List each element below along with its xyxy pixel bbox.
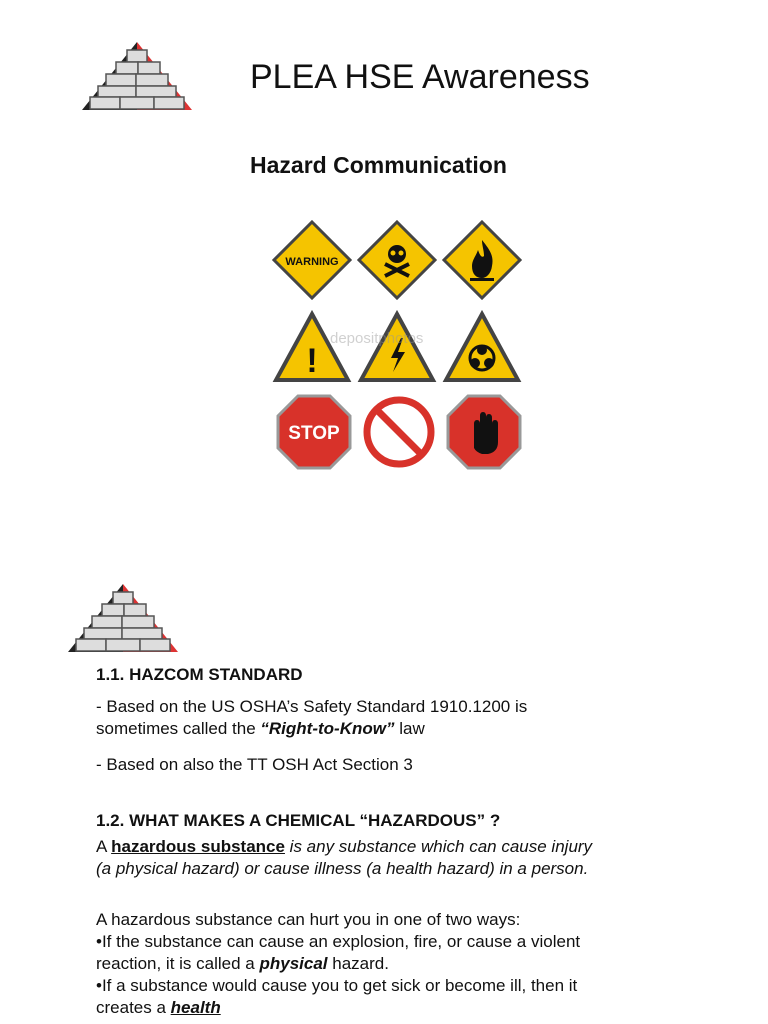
exclamation-label: ! — [306, 342, 318, 380]
osha-line-2: sometimes called the — [96, 719, 261, 738]
warning-sign-icon — [272, 220, 352, 300]
section-heading-hazcom: 1.1. HAZCOM STANDARD — [96, 665, 303, 684]
bullet-physical-line-1: •If the substance can cause an explosion, fire, or cause a violent — [96, 932, 581, 951]
pyramid-logo-icon — [66, 582, 180, 654]
exclamation-triangle-sign-icon — [272, 308, 352, 388]
health-term: health — [170, 998, 221, 1017]
prohibited-sign-icon — [359, 392, 439, 472]
hazardous-substance-term: hazardous substance — [111, 837, 285, 856]
stop-label: STOP — [288, 423, 340, 444]
pyramid-logo-icon — [80, 40, 194, 112]
def-a: A — [96, 837, 112, 856]
paragraph-definition — [96, 836, 696, 880]
law-text: law — [394, 719, 425, 738]
slide-title-text: PLEA HSE Awareness — [250, 58, 590, 96]
section-heading-hazardous: 1.2. WHAT MAKES A CHEMICAL “HAZARDOUS” ? — [96, 811, 501, 830]
definition-part-1: is any substance which can cause injury — [284, 837, 593, 856]
hand-stop-sign-icon — [444, 392, 524, 472]
definition-part-2: (a physical hazard) or cause illness (a health hazard) in a person. — [96, 859, 589, 878]
right-to-know-term: “Right-to-Know” — [260, 719, 395, 738]
watermark-text: depositphotos — [330, 330, 424, 347]
osha-line-1: - Based on the US OSHA’s Safety Standard 1910.1200 is — [96, 697, 528, 716]
paragraph-osha-standard — [96, 696, 696, 740]
physical-term: physical — [259, 954, 328, 973]
electric-triangle-sign-icon — [357, 308, 437, 388]
hazard-word: hazard. — [327, 954, 389, 973]
bullet-health-line-2: creates a — [96, 998, 171, 1017]
bullet-health-line-1: •If a substance would cause you to get sick or become ill, then it — [96, 976, 578, 995]
stop-sign-icon — [274, 392, 354, 472]
slide-hazcom — [0, 560, 768, 1024]
biohazard-triangle-sign-icon — [442, 308, 522, 388]
warning-sign-label: WARNING — [285, 256, 339, 268]
bullet-physical-line-2: reaction, it is called a — [96, 954, 260, 973]
flammable-sign-icon — [442, 220, 522, 300]
toxic-skull-sign-icon — [357, 220, 437, 300]
paragraph-tt-osh: - Based on also the TT OSH Act Section 3 — [96, 755, 413, 774]
slide-subtitle: Hazard Communication — [250, 152, 507, 178]
paragraph-ways — [96, 909, 696, 1019]
ways-intro: A hazardous substance can hurt you in one of two ways: — [96, 910, 521, 929]
